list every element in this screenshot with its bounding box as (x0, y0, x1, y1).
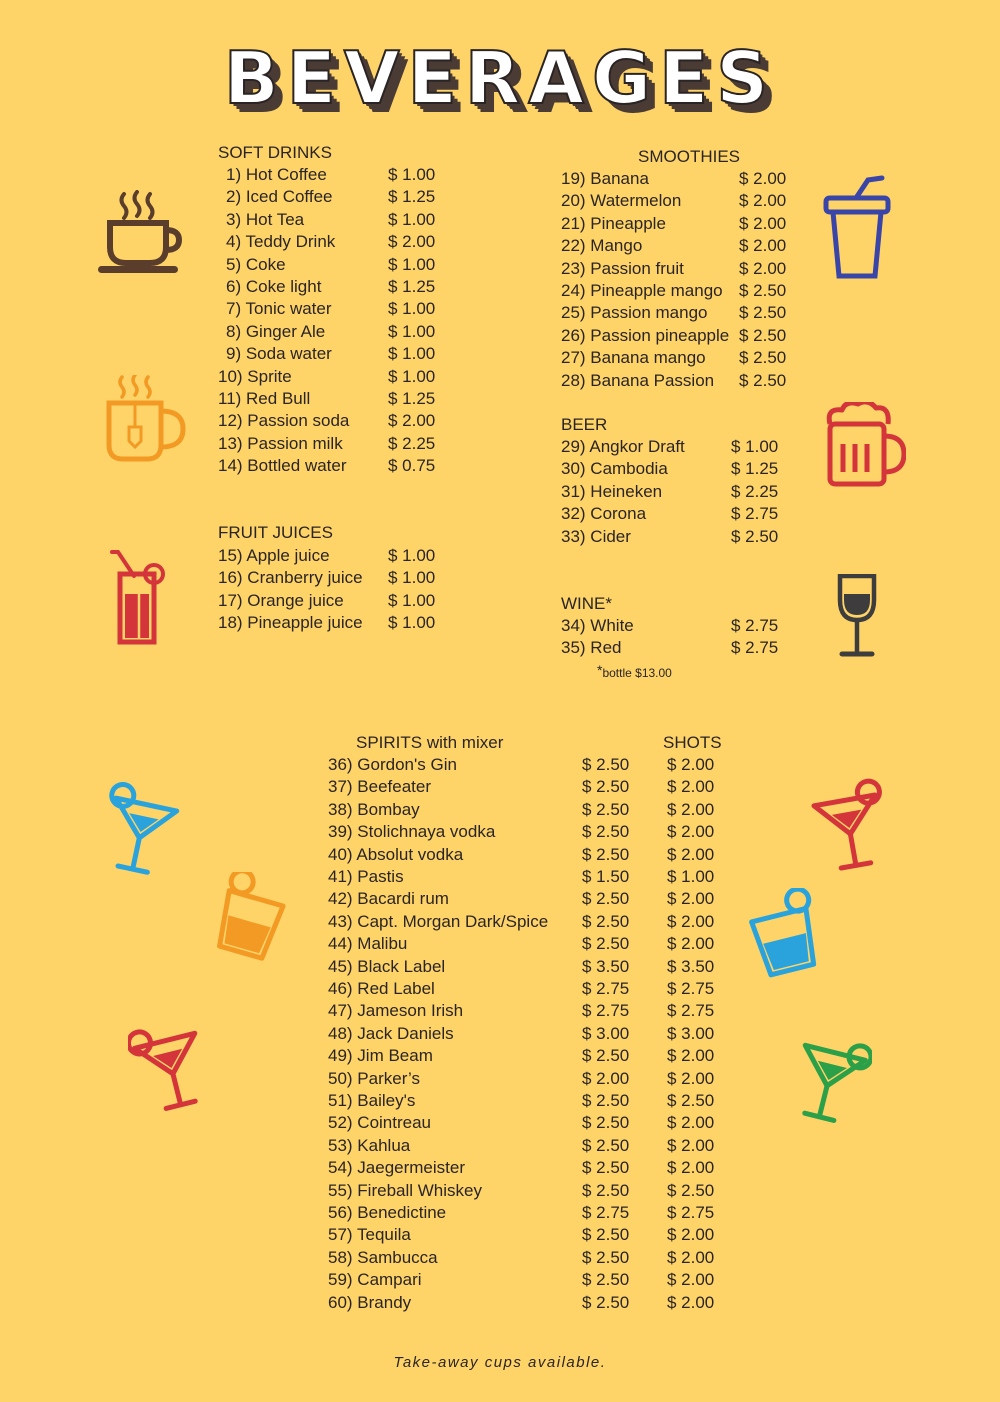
menu-item-price: $ 1.25 (388, 277, 436, 296)
menu-item-name: 3) Hot Tea (226, 209, 305, 229)
menu-item-price: $ 1.00 (388, 321, 436, 341)
menu-item-name: 10) Sprite (218, 366, 292, 386)
shot-price: $ 2.00 (667, 799, 715, 819)
mixer-price: $ 2.50 (582, 755, 630, 774)
shot-price: $ 2.50 (667, 1091, 715, 1110)
menu-item-name: 31) Heineken (561, 481, 663, 501)
wine-glass-icon (836, 574, 878, 660)
shot-price: $ 2.00 (667, 1113, 715, 1133)
menu-item-price: $ 2.75 (731, 638, 779, 658)
menu-item-price: $ 2.25 (388, 433, 436, 453)
menu-item-name: 51) Bailey's (328, 1091, 416, 1110)
shot-price: $ 2.00 (667, 911, 715, 931)
menu-item-price: $ 2.50 (731, 526, 779, 546)
menu-item-name: 16) Cranberry juice (218, 568, 363, 588)
mixer-price: $ 2.50 (582, 822, 630, 842)
mixer-price: $ 2.00 (582, 1068, 630, 1088)
shot-price: $ 2.00 (667, 1046, 715, 1066)
menu-item-price: $ 1.00 (731, 437, 779, 456)
shot-price: $ 2.00 (667, 934, 715, 954)
spirits-heading: SPIRITS with mixer (356, 733, 504, 752)
menu-item-name: 22) Mango (561, 236, 643, 256)
mixer-price: $ 3.00 (582, 1023, 630, 1043)
menu-item-name: 40) Absolut vodka (328, 844, 464, 864)
menu-item-price: $ 1.00 (388, 254, 436, 274)
mixer-price: $ 2.50 (582, 1292, 630, 1312)
menu-item-name: 20) Watermelon (561, 191, 682, 211)
menu-item-name: 12) Passion soda (218, 411, 350, 431)
cocktail-glass-icon (128, 1018, 214, 1114)
menu-item-name: 27) Banana mango (561, 348, 706, 368)
menu-item-price: $ 2.75 (731, 504, 779, 524)
mixer-price: $ 2.50 (582, 1113, 630, 1133)
menu-item-price: $ 1.00 (388, 344, 436, 364)
menu-item-price: $ 2.50 (739, 281, 787, 300)
mixer-price: $ 2.50 (582, 799, 630, 819)
mixer-price: $ 2.50 (582, 1158, 630, 1178)
wine-heading: WINE* (561, 594, 612, 613)
menu-item-name: 39) Stolichnaya vodka (328, 822, 496, 842)
mixer-price: $ 1.50 (582, 867, 630, 886)
mixer-price: $ 2.50 (582, 844, 630, 864)
menu-item-name: 36) Gordon's Gin (328, 755, 457, 774)
menu-item-name: 55) Fireball Whiskey (328, 1180, 482, 1200)
menu-item-price: $ 2.50 (739, 370, 787, 390)
menu-item-price: $ 1.00 (388, 299, 436, 319)
coffee-cup-icon (96, 190, 182, 278)
menu-item-price: $ 2.00 (739, 191, 787, 211)
menu-item-name: 48) Jack Daniels (328, 1023, 454, 1043)
beer-mug-icon (824, 402, 906, 488)
tea-mug-icon (104, 375, 192, 463)
shot-price: $ 1.00 (667, 867, 715, 886)
menu-item-price: $ 2.00 (739, 213, 787, 233)
tumbler-glass-icon (744, 888, 828, 984)
menu-item-name: 7) Tonic water (226, 299, 332, 319)
shot-price: $ 2.00 (667, 1292, 715, 1312)
takeaway-note: Take-away cups available. (393, 1354, 607, 1371)
menu-item-price: $ 2.00 (388, 232, 436, 252)
menu-item-name: 44) Malibu (328, 934, 408, 954)
menu-item-price: $ 1.25 (388, 389, 436, 408)
cocktail-glass-icon (98, 782, 184, 878)
wine-note-star: * (597, 662, 603, 678)
shot-price: $ 2.00 (667, 1158, 715, 1178)
shot-price: $ 2.50 (667, 1180, 715, 1200)
menu-item-price: $ 1.00 (388, 366, 436, 386)
menu-item-name: 29) Angkor Draft (561, 437, 685, 456)
menu-item-name: 21) Pineapple (561, 213, 666, 233)
menu-item-price: $ 2.00 (739, 258, 787, 278)
shot-price: $ 2.75 (667, 1001, 715, 1021)
shot-price: $ 2.75 (667, 1203, 715, 1222)
menu-item-name: 53) Kahlua (328, 1135, 411, 1155)
beer-heading: BEER (561, 415, 608, 434)
menu-item-name: 2) Iced Coffee (226, 187, 333, 207)
menu-item-name: 19) Banana (561, 169, 649, 188)
menu-item-name: 26) Passion pineapple (561, 325, 730, 345)
menu-item-name: 5) Coke (226, 254, 286, 274)
menu-item-name: 37) Beefeater (328, 777, 432, 797)
menu-item-price: $ 2.00 (739, 236, 787, 256)
menu-item-name: 6) Coke light (226, 277, 322, 296)
menu-item-name: 18) Pineapple juice (218, 613, 363, 633)
menu-item-price: $ 0.75 (388, 456, 436, 476)
menu-item-name: 32) Corona (561, 504, 647, 524)
mixer-price: $ 2.50 (582, 1270, 630, 1290)
mixer-price: $ 2.75 (582, 1203, 630, 1222)
menu-item-name: 46) Red Label (328, 979, 435, 998)
shot-price: $ 3.00 (667, 1023, 715, 1043)
menu-item-name: 24) Pineapple mango (561, 281, 723, 300)
menu-item-price: $ 1.00 (388, 209, 436, 229)
smoothie-cup-icon (822, 172, 892, 282)
menu-item-price: $ 2.00 (739, 169, 787, 188)
menu-item-name: 1) Hot Coffee (226, 165, 327, 184)
menu-item-name: 8) Ginger Ale (226, 321, 326, 341)
menu-item-name: 17) Orange juice (218, 590, 344, 610)
shots-heading: SHOTS (663, 733, 722, 752)
shot-price: $ 2.00 (667, 1225, 715, 1245)
menu-item-name: 14) Bottled water (218, 456, 347, 476)
mixer-price: $ 2.50 (582, 934, 630, 954)
smoothies-heading: SMOOTHIES (638, 147, 741, 166)
mixer-price: $ 2.75 (582, 1001, 630, 1021)
menu-item-name: 33) Cider (561, 526, 631, 546)
menu-item-name: 4) Teddy Drink (226, 232, 336, 252)
shot-price: $ 2.00 (667, 822, 715, 842)
menu-item-name: 35) Red (561, 638, 622, 658)
shot-price: $ 2.00 (667, 1068, 715, 1088)
menu-item-price: $ 1.25 (731, 459, 779, 479)
menu-item-price: $ 2.50 (739, 325, 787, 345)
shot-price: $ 3.50 (667, 956, 715, 976)
shot-price: $ 2.00 (667, 1135, 715, 1155)
menu-item-name: 38) Bombay (328, 799, 420, 819)
menu-item-name: 49) Jim Beam (328, 1046, 433, 1066)
menu-item-name: 30) Cambodia (561, 459, 668, 479)
menu-item-price: $ 2.00 (388, 411, 436, 431)
mixer-price: $ 2.50 (582, 1247, 630, 1267)
menu-item-name: 13) Passion milk (218, 433, 343, 453)
menu-item-name: 15) Apple juice (218, 546, 330, 565)
juice-glass-icon (110, 548, 168, 646)
cocktail-glass-icon (786, 1030, 872, 1126)
menu-item-price: $ 1.00 (388, 568, 436, 588)
mixer-price: $ 2.50 (582, 911, 630, 931)
menu-item-name: 11) Red Bull (218, 389, 311, 408)
menu-item-name: 58) Sambucca (328, 1247, 438, 1267)
menu-item-name: 52) Cointreau (328, 1113, 432, 1133)
tumbler-glass-icon (210, 872, 294, 968)
menu-item-name: 45) Black Label (328, 956, 446, 976)
mixer-price: $ 2.50 (582, 777, 630, 797)
mixer-price: $ 2.75 (582, 979, 630, 998)
shot-price: $ 2.00 (667, 755, 715, 774)
cocktail-glass-icon (806, 778, 892, 874)
menu-item-price: $ 1.00 (388, 613, 436, 633)
shot-price: $ 2.00 (667, 1270, 715, 1290)
mixer-price: $ 3.50 (582, 956, 630, 976)
menu-item-name: 43) Capt. Morgan Dark/Spice (328, 911, 549, 931)
menu-item-price: $ 2.75 (731, 616, 779, 635)
menu-item-name: 25) Passion mango (561, 303, 708, 323)
menu-item-name: 42) Bacardi rum (328, 889, 449, 909)
menu-item-price: $ 2.25 (731, 481, 779, 501)
menu-item-price: $ 1.25 (388, 187, 436, 207)
menu-item-price: $ 2.50 (739, 303, 787, 323)
mixer-price: $ 2.50 (582, 1135, 630, 1155)
wine-bottle-note (597, 662, 672, 680)
menu-item-price: $ 1.00 (388, 546, 436, 565)
menu-item-name: 41) Pastis (328, 867, 404, 886)
menu-item-name: 9) Soda water (226, 344, 332, 364)
menu-item-name: 47) Jameson Irish (328, 1001, 464, 1021)
shot-price: $ 2.00 (667, 1247, 715, 1267)
mixer-price: $ 2.50 (582, 1091, 630, 1110)
menu-item-price: $ 1.00 (388, 590, 436, 610)
menu-item-name: 60) Brandy (328, 1292, 412, 1312)
mixer-price: $ 2.50 (582, 1180, 630, 1200)
soft-drinks-heading: SOFT DRINKS (218, 143, 332, 162)
menu-item-name: 50) Parker’s (328, 1068, 420, 1088)
menu-item-price: $ 1.00 (388, 165, 436, 184)
menu-item-name: 59) Campari (328, 1270, 422, 1290)
shot-price: $ 2.00 (667, 777, 715, 797)
menu-item-name: 28) Banana Passion (561, 370, 715, 390)
menu-title: BEVERAGES (223, 36, 777, 120)
menu-item-price: $ 2.50 (739, 348, 787, 368)
menu-item-name: 57) Tequila (328, 1225, 411, 1245)
mixer-price: $ 2.50 (582, 1225, 630, 1245)
wine-note-text: bottle $13.00 (602, 666, 672, 680)
menu-item-name: 34) White (561, 616, 634, 635)
shot-price: $ 2.00 (667, 889, 715, 909)
shot-price: $ 2.00 (667, 844, 715, 864)
shot-price: $ 2.75 (667, 979, 715, 998)
menu-item-name: 23) Passion fruit (561, 258, 684, 278)
mixer-price: $ 2.50 (582, 1046, 630, 1066)
menu-item-name: 54) Jaegermeister (328, 1158, 466, 1178)
mixer-price: $ 2.50 (582, 889, 630, 909)
fruit-juices-heading: FRUIT JUICES (218, 523, 333, 542)
menu-item-name: 56) Benedictine (328, 1203, 447, 1222)
